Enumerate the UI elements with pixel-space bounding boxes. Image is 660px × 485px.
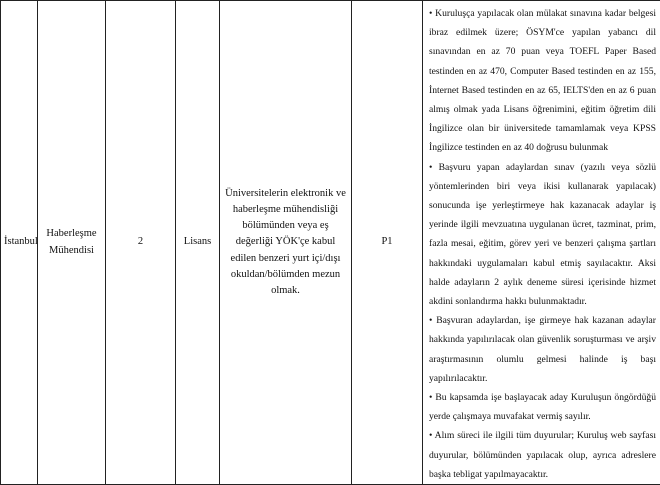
table-row: [1, 1, 660, 485]
position-cell: Haberleşme Mühendisi: [38, 1, 106, 485]
requirement-item: • Kuruluşça yapılacak olan mülakat sınavına kadar belgesi ibraz edilmek üzere; ÖSYM'ce yapılan yabancı dil sınavından en az 70 puan veya TOEFL Paper Based testinden en az 470, Computer Based testinden en az 155, İnternet Based testinden en az 65, IELTS'den en az 6 puan almış olmak yada Lisans öğrenimini, eğitim öğretim dili İngilizce olan bir üniversitede tamamlamak veya KPSS İngilizce testinden en az 40 doğrusu bulunmak: [429, 4, 656, 158]
requirements-cell: [423, 1, 660, 485]
requirement-item: • Alım süreci ile ilgili tüm duyurular; Kuruluş web sayfası duyurular, bölümünden yapılacak olup, ayrıca adreslere başka tebligat yapılmayacaktır.: [429, 426, 656, 484]
degree-cell: Lisans: [176, 1, 220, 485]
requirement-item: • Başvuru yapan adaylardan sınav (yazılı veya sözlü yöntemlerinden biri veya ikisi kullanarak yapılacak) sonucunda işe yerleştirmeye hak kazanacak adaylar iş yerinde ilgili mevzuatına uygulanan ücret, tazminat, prim, fazla mesai, eğitim, görev yeri ve benzeri çalışma şartları hakkındaki uygulamaları kabul etmiş sayılacaktır. Aksi halde adayların 2 aylık deneme süresi içerisinde hizmet akdini sonlandırma hakkı bulunmaktadır.: [429, 158, 656, 312]
requirement-item: • Bu kapsamda işe başlayacak aday Kuruluşun öngördüğü yerde çalışmaya muvafakat vermiş sayılır.: [429, 388, 656, 426]
city-cell: İstanbul: [1, 1, 38, 485]
code-cell: P1: [352, 1, 423, 485]
requirement-item: • Başvuran adaylardan, işe girmeye hak kazanan adaylar hakkında yapılırılacak olan güvenlik soruşturması ve arşiv araştırmasının olumlu gelmesi halinde iş başı yapılırılacaktır.: [429, 311, 656, 388]
department-cell: Üniversitelerin elektronik ve haberleşme mühendisliği bölümünden veya eş değerliği YÖK'çe kabul edilen benzeri yurt içi/dışı okuldan/bölümden mezun olmak.: [220, 1, 352, 485]
count-cell: 2: [106, 1, 176, 485]
